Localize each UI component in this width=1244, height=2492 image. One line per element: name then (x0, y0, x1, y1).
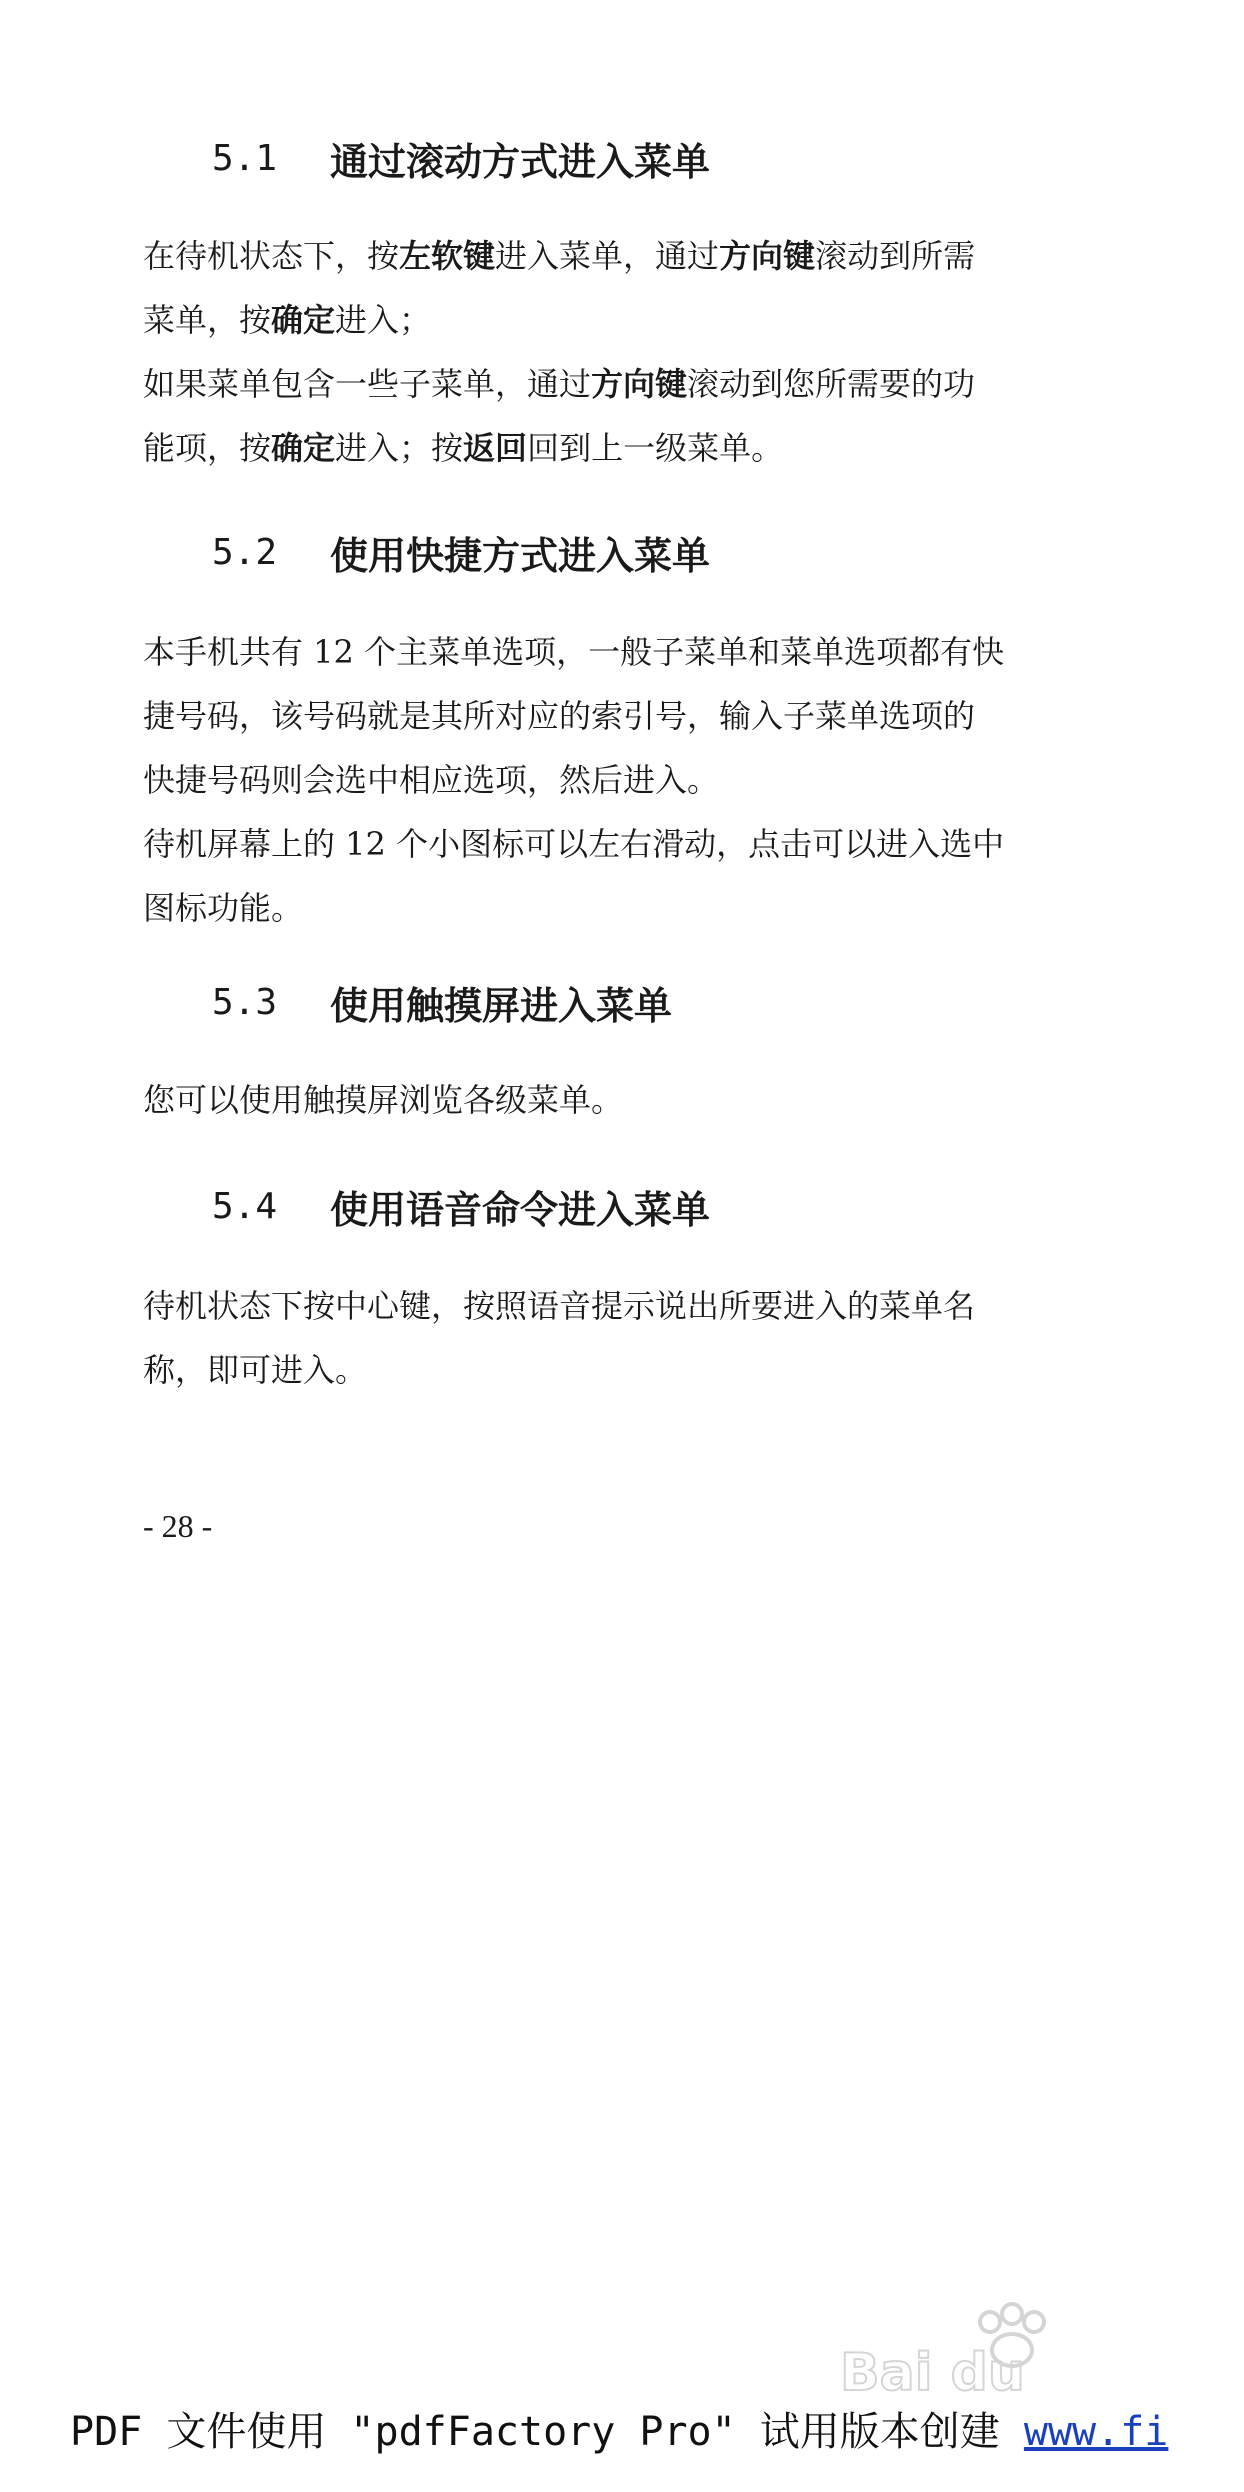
bold-term: 方向键 (591, 365, 688, 403)
paragraph-line (143, 360, 975, 408)
text-segment: 待机状态下按中心键，按照语音提示说出所要进入的菜单名 (143, 1287, 976, 1325)
pdf-footer (70, 2400, 1168, 2457)
paragraph-line (143, 296, 431, 344)
paragraph-line (143, 1346, 367, 1394)
text-segment: 图标功能。 (143, 889, 304, 927)
section-title: 使用语音命令进入菜单 (330, 1186, 711, 1232)
footer-text: PDF 文件使用 "pdfFactory Pro" 试用版本创建 (70, 2409, 1024, 2455)
text-segment: 如果菜单包含一些子菜单，通过 (143, 365, 592, 403)
paragraph-line (143, 1076, 623, 1124)
text-segment: 本手机共有 12 个主菜单选项，一般子菜单和菜单选项都有快 (143, 633, 1005, 671)
bold-term: 左软键 (399, 237, 496, 275)
paragraph-line (143, 756, 719, 804)
section-title: 通过滚动方式进入菜单 (330, 138, 711, 184)
text-segment: 进入； (335, 301, 432, 339)
section-heading (212, 972, 672, 1032)
page-number: - 28 - (143, 1508, 213, 1544)
paragraph-line (143, 424, 783, 472)
text-segment: 菜单，按 (143, 301, 272, 339)
section-heading (212, 128, 710, 188)
paragraph-line (143, 232, 975, 280)
paragraph-line (143, 628, 1004, 676)
text-segment: 滚动到您所需要的功 (687, 365, 976, 403)
section-number: 5.1 (212, 137, 278, 179)
section-number: 5.4 (212, 1185, 278, 1227)
section-title: 使用快捷方式进入菜单 (330, 532, 711, 578)
bold-term: 确定 (271, 301, 336, 339)
text-segment: 称，即可进入。 (143, 1351, 368, 1389)
paragraph-line (143, 1282, 975, 1330)
text-segment: 回到上一级菜单。 (527, 429, 784, 467)
bold-term: 方向键 (719, 237, 816, 275)
text-segment: 进入菜单，通过 (495, 237, 720, 275)
text-segment: 进入；按 (335, 429, 464, 467)
svg-text:Bai du: Bai du (840, 2343, 1025, 2402)
text-segment: 在待机状态下，按 (143, 237, 400, 275)
baidu-jingyan-watermark (840, 2292, 1170, 2402)
section-heading (212, 1176, 710, 1236)
bold-term: 确定 (271, 429, 336, 467)
footer-link[interactable]: www.fi (1023, 2409, 1169, 2455)
paragraph-line (143, 884, 303, 932)
section-heading (212, 522, 710, 582)
paragraph-line (143, 692, 975, 740)
section-number: 5.3 (212, 981, 278, 1023)
section-title: 使用触摸屏进入菜单 (330, 982, 673, 1028)
text-segment: 待机屏幕上的 12 个小图标可以左右滑动，点击可以进入选中 (143, 825, 1005, 863)
text-segment: 捷号码，该号码就是其所对应的索引号，输入子菜单选项的 (143, 697, 976, 735)
text-segment: 能项，按 (143, 429, 272, 467)
paragraph-line (143, 820, 1004, 868)
bold-term: 返回 (463, 429, 528, 467)
text-segment: 快捷号码则会选中相应选项，然后进入。 (143, 761, 720, 799)
text-segment: 滚动到所需 (815, 237, 976, 275)
section-number: 5.2 (212, 531, 278, 573)
text-segment: 您可以使用触摸屏浏览各级菜单。 (143, 1081, 624, 1119)
